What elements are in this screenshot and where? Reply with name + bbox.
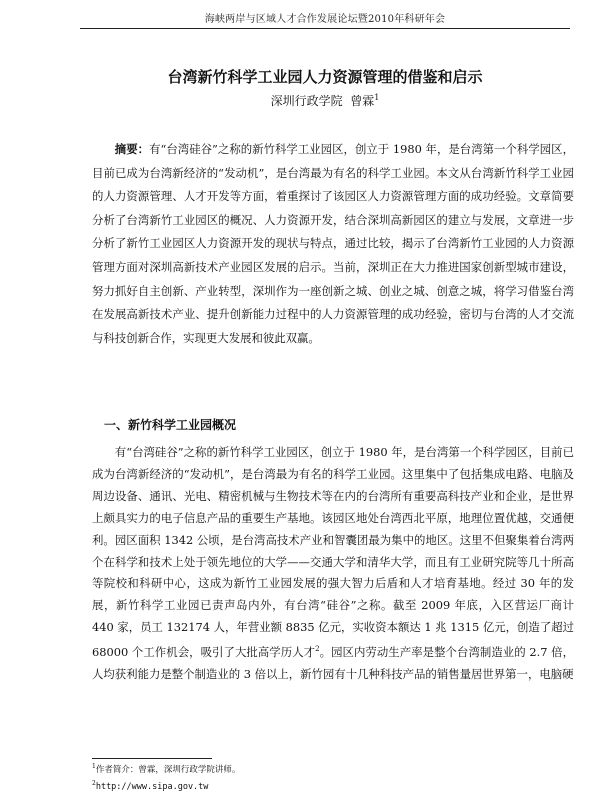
author-name: 曾霖	[350, 94, 375, 108]
footnote-rule	[92, 758, 212, 759]
footnote-source	[92, 777, 574, 794]
section-body	[92, 442, 574, 686]
abstract	[92, 138, 574, 350]
running-header: 海峡两岸与区域人才合作发展论坛暨2010年科研年会	[204, 14, 446, 25]
section-heading: 一、新竹科学工业园概况	[104, 418, 237, 432]
abstract-text: 有“台湾硅谷”之称的新竹科学工业园区，创立于 1980 年，是台湾第一个科学园区，目前已成为台湾新经济的“发动机”，是台湾最为有名的科学工业园。本文从台湾新竹科学工业园的人力资源管理、人才开发等方面，着重探讨了该园区人力资源管理方面的成功经验。文章简要分析了台湾新竹工业园区的概况、人力资源开发，结合深圳高新园区的建立与发展，文章进一步分析了新竹工业园区人力资源开发的现状与特点，通过比较，揭示了台湾新竹工业园的人力资源管理方面对深圳高新技术产业园区发展的启示。当前，深圳正在大力推进国家创新型城市建设，努力抓好自主创新、产业转型，深圳作为一座创新之城、创业之城、创意之城，将学习借鉴台湾在发展高新技术产业、提升创新能力过程中的人力资源管理的成功经验，密切与台湾的人才交流与科技创新合作，实现更大发展和彼此双赢。	[92, 142, 574, 345]
footnote-marker: 2	[92, 779, 96, 787]
body-paragraph	[92, 442, 574, 686]
header-rule	[80, 28, 570, 29]
footnote-text: 作者简介：曾霖，深圳行政学院讲师。	[95, 764, 241, 775]
author-affiliation: 深圳行政学院	[270, 94, 343, 108]
footnote-url: http://www.sipa.gov.tw	[95, 781, 209, 792]
reference-marker: 2	[315, 645, 320, 654]
author-line	[80, 92, 570, 109]
author-note-marker: 1	[374, 93, 380, 102]
footnote-marker: 1	[92, 763, 96, 770]
article-title: 台湾新竹科学工业园人力资源管理的借鉴和启示	[167, 68, 483, 86]
abstract-label: 摘要：	[114, 142, 150, 156]
body-paragraph-text-b: 。园区内劳动生产率是整个台湾制造业的 2.7 倍，人均获利能力是整个制造业的 3 倍以上，新竹园有十几种科技产品的销售量居世界第一，电脑硬	[92, 644, 575, 681]
footnotes	[92, 760, 574, 794]
footnote-author	[92, 760, 574, 777]
body-paragraph-text-a: 有“台湾硅谷”之称的新竹科学工业园区，创立于 1980 年，是台湾第一个科学园区，目前已成为台湾新经济的“发动机”，是台湾最为有名的科学工业园。这里集中了包括集成电路、电脑及周边设备、通讯、光电、精密机械与生物技术等在内的台湾所有重要高科技产业和企业，是世界上颇具实力的电子信息产品的重要生产基地。该园区地处台湾西北平原，地理位置优越，交通便利。园区面积 1342 公顷，是台湾高技术产业和智囊团最为集中的地区。这里不但聚集着台湾两个在科学和技术上处于领先地位的大学——交通大学和清华大学，而且有工业研究院等几十所高等院校和科研中心，这成为新竹工业园发展的强大智力后盾和人才培育基地。经过 30 年的发展，新竹科学工业园已责声岛内外，有台湾“硅谷”之称。截至 2009 年底，入区营运厂商计 440 家，员工 132174 人，年营业额 8835 亿元，实收资本额达 1 兆 1315 亿元，创造了超过 68000 个工作机会，吸引了大批高学历人才	[92, 445, 574, 659]
